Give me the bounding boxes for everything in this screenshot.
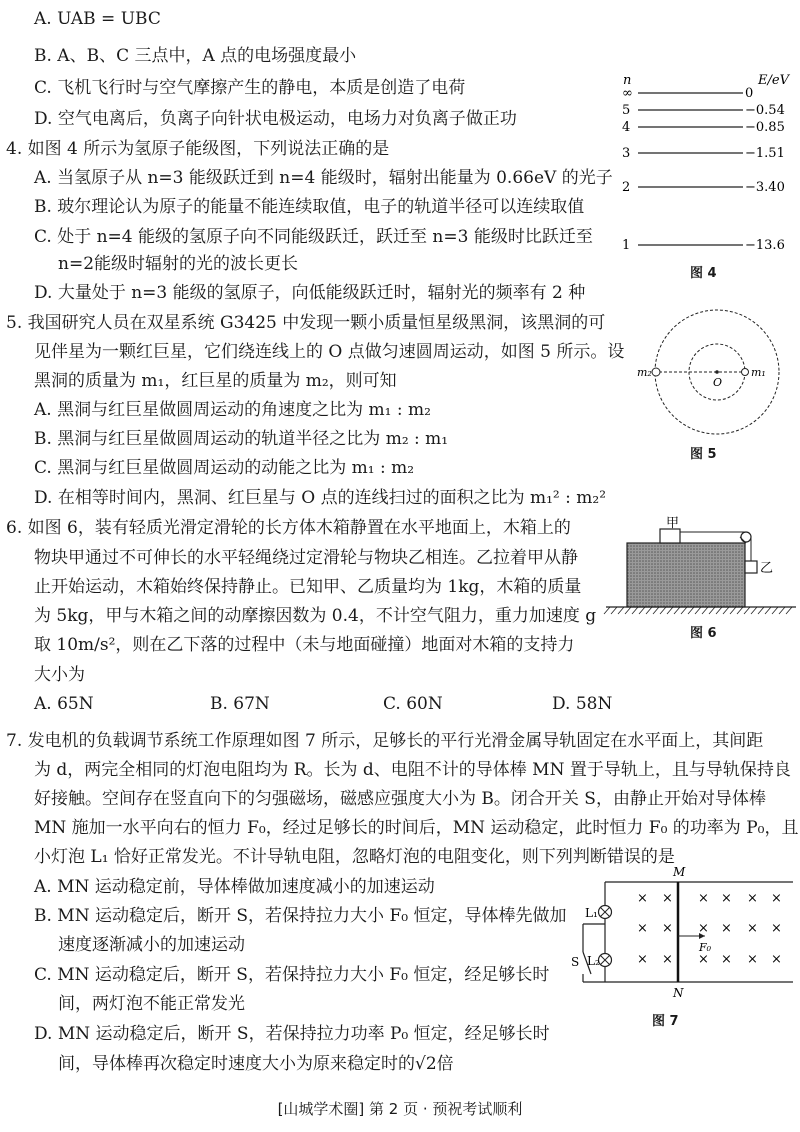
yi-label: 乙 — [760, 561, 774, 576]
hatch-mark — [688, 607, 694, 614]
fig4-caption: 图 4 — [690, 266, 717, 281]
o-label: O — [713, 376, 723, 389]
hatch-mark — [639, 607, 645, 614]
q6-stem-line5: 取 10m/s²，则在乙下落的过程中（未与地面碰撞）地面对木箱的支持力 — [34, 635, 575, 655]
field-cross: × — [637, 921, 648, 936]
q3-option-a: A. UAB = UBC — [34, 9, 161, 29]
field-cross: × — [721, 921, 732, 936]
level-energy-label: −13.6 — [745, 238, 785, 253]
q4-option-d: D. 大量处于 n=3 能级的氢原子，向低能级跃迁时，辐射光的频率有 2 种 — [34, 283, 586, 303]
hatch-mark — [604, 607, 610, 614]
block-jia — [660, 529, 680, 543]
m-label: M — [673, 865, 686, 879]
block-yi — [745, 561, 757, 573]
hatch-mark — [765, 607, 771, 614]
l1-label: L₁ — [585, 906, 598, 920]
q6-stem-line1: 6. 如图 6，装有轻质光滑定滑轮的长方体木箱静置在水平地面上，木箱上的 — [6, 518, 571, 538]
q4-option-b: B. 玻尔理论认为原子的能量不能连续取值，电子的轨道半径可以连续取值 — [34, 197, 585, 217]
hatch-mark — [660, 607, 666, 614]
field-cross: × — [771, 921, 782, 936]
hatch-mark — [674, 607, 680, 614]
field-cross: × — [662, 921, 673, 936]
q6-option-b: B. 67N — [210, 694, 270, 714]
lamp-l2 — [599, 954, 612, 967]
q4-option-a: A. 当氢原子从 n=3 能级跃迁到 n=4 能级时，辐射出能量为 0.66eV 的光子 — [34, 168, 613, 188]
hatch-mark — [786, 607, 792, 614]
wooden-box — [627, 543, 745, 607]
hatch-mark — [653, 607, 659, 614]
hatch-mark — [611, 607, 617, 614]
hatch-mark — [758, 607, 764, 614]
q7-stem-line3: 好接触。空间存在竖直向下的匀强磁场，磁感应强度大小为 B。闭合开关 S，由静止开始对导体棒 — [34, 789, 766, 809]
level-energy-label: −3.40 — [745, 180, 785, 195]
pulley-wheel — [741, 532, 751, 542]
q7-option-d: D. MN 运动稳定后，断开 S，若保持拉力功率 P₀ 恒定，经足够长时 — [34, 1024, 550, 1044]
lamp-l1 — [599, 906, 612, 919]
field-cross: × — [771, 891, 782, 906]
s-label: S — [571, 955, 580, 969]
rail-circuit-diagram — [565, 862, 797, 1002]
fig5-caption: 图 5 — [690, 447, 717, 462]
fig6-caption: 图 6 — [690, 626, 717, 641]
field-cross: × — [698, 921, 709, 936]
level-n-label: 5 — [622, 103, 631, 118]
f0-label: F₀ — [699, 941, 712, 954]
hatch-mark — [646, 607, 652, 614]
e-header: E/eV — [758, 73, 789, 88]
q7-stem-line4: MN 施加一水平向右的恒力 F₀，经过足够长的时间后，MN 运动稳定，此时恒力 F₀ 的功率为 P₀，且 — [34, 818, 799, 838]
field-cross: × — [662, 891, 673, 906]
hatch-mark — [618, 607, 624, 614]
q4-option-c: C. 处于 n=4 能级的氢原子向不同能级跃迁，跃迁至 n=3 能级时比跃迁至 — [34, 227, 593, 247]
q7-option-b: B. MN 运动稳定后，断开 S，若保持拉力大小 F₀ 恒定，导体棒先做加 — [34, 906, 567, 926]
n-label: N — [673, 986, 684, 1000]
hatch-mark — [779, 607, 785, 614]
hatch-mark — [751, 607, 757, 614]
center-point — [715, 370, 719, 374]
level-energy-label: −0.85 — [745, 120, 785, 135]
q5-option-b: B. 黑洞与红巨星做圆周运动的轨道半径之比为 m₂ : m₁ — [34, 429, 449, 449]
field-cross: × — [637, 952, 648, 967]
q5-option-d: D. 在相等时间内，黑洞、红巨星与 O 点的连线扫过的面积之比为 m₁² : m₂² — [34, 488, 607, 508]
q3-option-d: D. 空气电离后，负离子向针状电极运动，电场力对负离子做正功 — [34, 109, 517, 129]
binary-orbit-diagram — [636, 306, 798, 440]
q3-option-b: B. A、B、C 三点中，A 点的电场强度最小 — [34, 46, 357, 66]
m2-label: m₂ — [637, 366, 652, 379]
q5-option-c: C. 黑洞与红巨星做圆周运动的动能之比为 m₁ : m₂ — [34, 458, 415, 478]
level-n-label: 4 — [622, 120, 631, 135]
page-footer: [山城学术圈] 第 2 页 · 预祝考试顺利 — [277, 1100, 523, 1118]
field-cross: × — [747, 921, 758, 936]
level-energy-label: 0 — [745, 86, 754, 101]
n-header: n — [623, 73, 632, 88]
ground-hatching — [604, 607, 792, 614]
q4-option-c-cont: n=2能级时辐射的光的波长更长 — [58, 254, 299, 274]
q7-stem-line1: 7. 发电机的负载调节系统工作原理如图 7 所示，足够长的平行光滑金属导轨固定在水平面上，其间距 — [6, 731, 764, 751]
q6-option-c: C. 60N — [383, 694, 443, 714]
q6-stem-line3: 止开始运动，木箱始终保持静止。已知甲、乙质量均为 1kg，木箱的质量 — [34, 577, 582, 597]
field-cross: × — [662, 952, 673, 967]
q7-option-c-cont: 间，两灯泡不能正常发光 — [58, 994, 245, 1014]
hatch-mark — [737, 607, 743, 614]
level-n-label: 3 — [622, 146, 631, 161]
q5-stem-line1: 5. 我国研究人员在双星系统 G3425 中发现一颗小质量恒星级黑洞，该黑洞的可 — [6, 313, 606, 333]
hatch-mark — [744, 607, 750, 614]
field-cross: × — [721, 952, 732, 967]
hatch-mark — [667, 607, 673, 614]
q5-stem-line2: 见伴星为一颗红巨星，它们绕连线上的 O 点做匀速圆周运动，如图 5 所示。设 — [34, 342, 625, 362]
q5-stem-line3: 黑洞的质量为 m₁，红巨星的质量为 m₂，则可知 — [34, 371, 397, 391]
hatch-mark — [702, 607, 708, 614]
q7-option-a: A. MN 运动稳定前，导体棒做加速度减小的加速运动 — [34, 877, 435, 897]
field-cross: × — [747, 952, 758, 967]
hatch-mark — [709, 607, 715, 614]
field-cross: × — [698, 952, 709, 967]
m1-label: m₁ — [751, 366, 766, 379]
q7-stem-line5: 小灯泡 L₁ 恰好正常发光。不计导轨电阻，忽略灯泡的电阻变化，则下列判断错误的是 — [34, 847, 675, 867]
q3-option-c: C. 飞机飞行时与空气摩擦产生的静电，本质是创造了电荷 — [34, 78, 466, 98]
field-cross: × — [747, 891, 758, 906]
fig7-caption: 图 7 — [652, 1014, 679, 1029]
hatch-mark — [716, 607, 722, 614]
l2-label: L₂ — [587, 954, 600, 968]
jia-label: 甲 — [666, 516, 680, 531]
q6-option-d: D. 58N — [552, 694, 613, 714]
level-n-label: ∞ — [622, 86, 633, 101]
level-energy-label: −0.54 — [745, 103, 785, 118]
q6-stem-line2: 物块甲通过不可伸长的水平轻绳绕过定滑轮与物块乙相连。乙拉着甲从静 — [34, 548, 578, 568]
energy-level-diagram — [618, 70, 794, 280]
q6-stem-line6: 大小为 — [34, 665, 85, 685]
q7-option-d-cont: 间，导体棒再次稳定时速度大小为原来稳定时的√2倍 — [58, 1054, 454, 1074]
q7-option-c: C. MN 运动稳定后，断开 S，若保持拉力大小 F₀ 恒定，经足够长时 — [34, 965, 550, 985]
q4-stem: 4. 如图 4 所示为氢原子能级图，下列说法正确的是 — [6, 139, 390, 159]
black-hole — [742, 369, 749, 376]
hatch-mark — [681, 607, 687, 614]
hatch-mark — [723, 607, 729, 614]
q7-option-b-cont: 速度逐渐减小的加速运动 — [58, 935, 245, 955]
field-cross: × — [698, 891, 709, 906]
level-n-label: 1 — [622, 238, 631, 253]
red-giant-star — [652, 368, 660, 376]
field-cross: × — [721, 891, 732, 906]
hatch-mark — [730, 607, 736, 614]
q6-stem-line4: 为 5kg，甲与木箱之间的动摩擦因数为 0.4，不计空气阻力，重力加速度 g — [34, 606, 597, 626]
box-pulley-diagram — [600, 515, 798, 620]
hatch-mark — [632, 607, 638, 614]
field-cross: × — [771, 952, 782, 967]
level-energy-label: −1.51 — [745, 146, 785, 161]
q5-option-a: A. 黑洞与红巨星做圆周运动的角速度之比为 m₁ : m₂ — [34, 400, 431, 420]
magnetic-field-crosses — [637, 891, 782, 967]
q7-stem-line2: 为 d，两完全相同的灯泡电阻均为 R。长为 d、电阻不计的导体棒 MN 置于导轨上，且与导轨保持良 — [34, 760, 791, 780]
hatch-mark — [625, 607, 631, 614]
level-n-label: 2 — [622, 180, 631, 195]
field-cross: × — [637, 891, 648, 906]
hatch-mark — [695, 607, 701, 614]
q6-option-a: A. 65N — [34, 694, 94, 714]
hatch-mark — [772, 607, 778, 614]
